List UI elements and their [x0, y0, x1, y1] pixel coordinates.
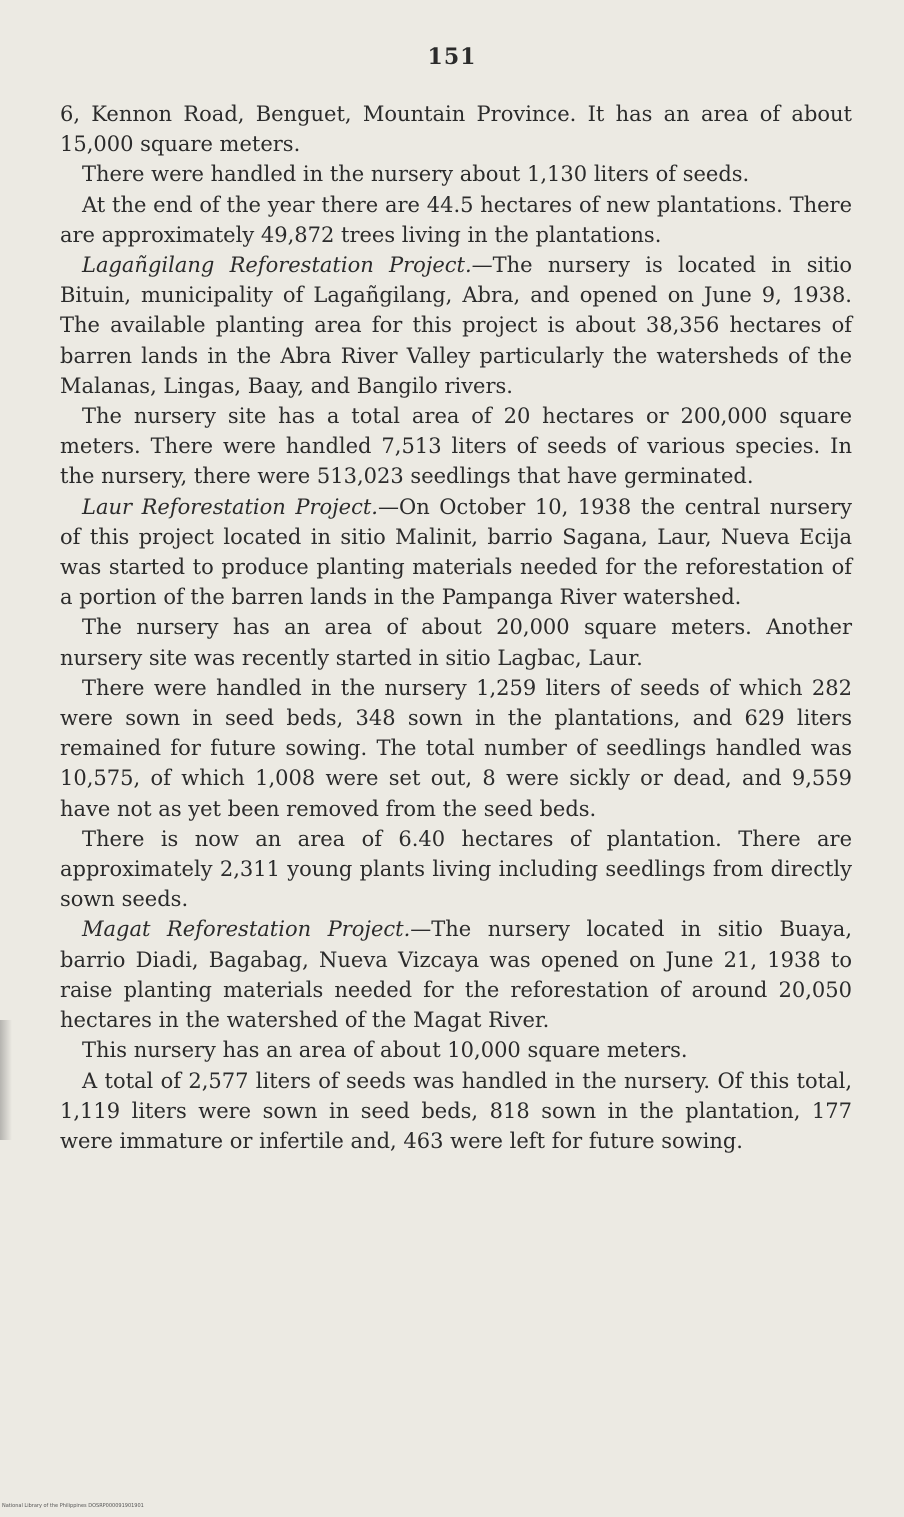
paragraph-text: The nursery site has a total area of 20 hectares or 200,000 square meters. There were handled 7,513 liters of seeds of various species. In the nursery, there were 513,023 seedlings that have germinated.: [60, 404, 852, 489]
paragraph-7: [60, 612, 852, 672]
paragraph-9: [60, 824, 852, 915]
paragraph-text: There were handled in the nursery 1,259 liters of seeds of which 282 were sown in seed beds, 348 sown in the plantations, and 629 liters remained for future sowing. The total number of seedlings handled was 10,575, of which 1,008 were set out, 8 were sickly or dead, and 9,559 have not as yet been removed from the seed beds.: [60, 675, 852, 821]
paragraph-12: [60, 1066, 852, 1157]
section-heading: Magat Reforestation Project.: [82, 917, 411, 942]
section-heading: Lagañgilang Reforestation Project.: [82, 253, 472, 278]
paragraph-8: [60, 673, 852, 824]
paragraph-lagangilang-project: [60, 250, 852, 401]
scan-binding-shadow: [0, 1020, 12, 1140]
paragraph-text: —The nursery is located in sitio Bituin, municipality of Lagañgilang, Abra, and opened on June 9, 1938. The available planting area for this project is about 38,356 hectares of barren lands in the Abra River Valley particularly the watersheds of the Malanas, Lingas, Baay, and Bangilo rivers.: [60, 253, 852, 398]
paragraph-text: There is now an area of 6.40 hectares of plantation. There are approximately 2,311 young plants living including seedlings from directly sown seeds.: [60, 826, 852, 912]
library-stamp: National Library of the Philippines DOSRP000091901901: [2, 1503, 144, 1509]
paragraph-magat-project: [60, 914, 852, 1035]
section-heading: Laur Reforestation Project.: [82, 494, 378, 519]
page-number: 151: [427, 44, 477, 70]
paragraph-text: A total of 2,577 liters of seeds was handled in the nursery. Of this total, 1,119 liters were sown in seed beds, 818 sown in the plantation, 177 were immature or infertile and, 463 were left for future sowing.: [60, 1068, 852, 1153]
body-text: [60, 99, 852, 1156]
paragraph-5: [60, 401, 852, 492]
paragraph-text: 6, Kennon Road, Benguet, Mountain Province. It has an area of about 15,000 square meters.: [60, 102, 852, 157]
paragraph-11: [60, 1035, 852, 1065]
paragraph-text: The nursery has an area of about 20,000 square meters. Another nursery site was recently started in sitio Lagbac, Laur.: [60, 615, 852, 670]
paragraph-1: [60, 99, 852, 159]
paragraph-text: —The nursery located in sitio Buaya, barrio Diadi, Bagabag, Nueva Vizcaya was opened on June 21, 1938 to raise planting materials needed for the reforestation of around 20,050 hectares in the watershed of the Magat River.: [60, 917, 852, 1033]
paragraph-text: —On October 10, 1938 the central nursery of this project located in sitio Malinit, barrio Sagana, Laur, Nueva Ecija was started to produce planting materials needed for the reforestation of a portion of the barren lands in the Pampanga River watershed.: [60, 494, 852, 610]
paragraph-text: This nursery has an area of about 10,000 square meters.: [82, 1038, 688, 1063]
paragraph-text: There were handled in the nursery about 1,130 liters of seeds.: [82, 162, 750, 187]
paragraph-2: [60, 159, 852, 189]
paragraph-3: [60, 190, 852, 250]
paragraph-text: At the end of the year there are 44.5 hectares of new plantations. There are approximately 49,872 trees living in the plantations.: [60, 192, 852, 247]
paragraph-laur-project: [60, 492, 852, 613]
